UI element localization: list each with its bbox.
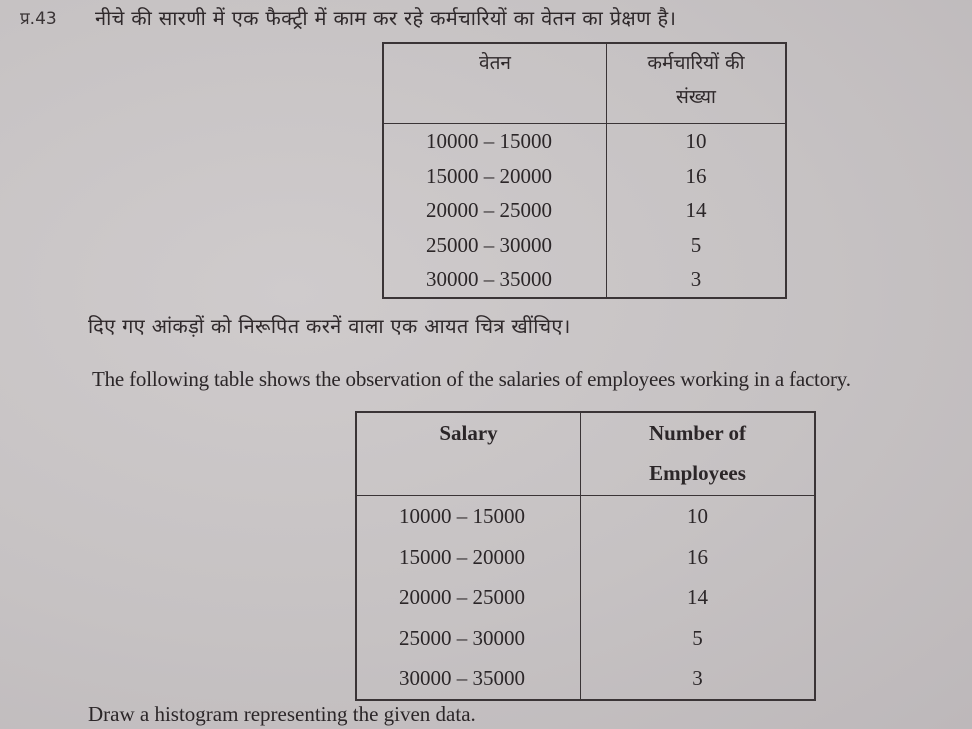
table-header-row xyxy=(383,43,786,124)
salary-range-cell: 15000 – 20000 xyxy=(356,537,581,578)
employee-count-cell: 3 xyxy=(692,666,703,691)
header-salary-hindi xyxy=(383,43,607,124)
header-line: कर्मचारियों की xyxy=(647,52,745,74)
employee-count-cell: 14 xyxy=(687,585,708,610)
table-row xyxy=(356,658,815,700)
table-row xyxy=(356,577,815,618)
employee-count-cell: 10 xyxy=(687,504,708,528)
header-line: Salary xyxy=(439,421,498,445)
hindi-question-statement: नीचे की सारणी में एक फैक्ट्री में काम कर रहे कर्मचारियों का वेतन का प्रेक्षण है। xyxy=(95,6,677,30)
salary-range-cell: 25000 – 30000 xyxy=(356,618,581,659)
employee-count-cell: 3 xyxy=(690,267,702,292)
salary-range-cell: 30000 – 35000 xyxy=(383,262,607,298)
hindi-instruction: दिए गए आंकड़ों को निरूपित करनें वाला एक आयत चित्र खींचिए। xyxy=(88,314,571,338)
employee-count-cell: 5 xyxy=(692,625,703,650)
salary-range-cell: 15000 – 20000 xyxy=(383,159,607,194)
table-header-row xyxy=(356,412,815,496)
header-line: संख्या xyxy=(676,86,716,108)
hindi-salary-table xyxy=(382,42,787,299)
table-row xyxy=(356,618,815,659)
salary-range-cell: 30000 – 35000 xyxy=(356,658,581,700)
table-row xyxy=(356,537,815,578)
question-number: प्र.43 xyxy=(20,9,57,29)
salary-range-cell: 20000 – 25000 xyxy=(383,193,607,228)
salary-range-cell: 20000 – 25000 xyxy=(356,577,581,618)
employee-count-cell: 14 xyxy=(685,198,707,223)
header-salary xyxy=(356,412,581,496)
table-row xyxy=(383,159,786,194)
employee-count-cell: 16 xyxy=(687,544,708,569)
english-question-statement: The following table shows the observation of the salaries of employees working in a factory. xyxy=(92,367,851,391)
header-line: वेतन xyxy=(479,52,511,74)
header-line: Employees xyxy=(649,461,746,485)
employee-count-cell: 5 xyxy=(690,232,702,257)
english-salary-table xyxy=(355,411,816,701)
table-row xyxy=(383,193,786,228)
header-number-of-employees xyxy=(581,412,816,496)
header-line: Number of xyxy=(648,421,747,445)
table-row xyxy=(383,228,786,263)
table-row xyxy=(383,124,786,159)
salary-range-cell: 25000 – 30000 xyxy=(383,228,607,263)
salary-range-cell: 10000 – 15000 xyxy=(383,124,607,159)
table-row xyxy=(383,262,786,298)
english-instruction: Draw a histogram representing the given data. xyxy=(88,702,476,726)
employee-count-cell: 10 xyxy=(685,129,707,153)
table-row xyxy=(356,496,815,537)
employee-count-cell: 16 xyxy=(685,163,707,188)
salary-range-cell: 10000 – 15000 xyxy=(356,496,581,537)
header-employees-hindi xyxy=(607,43,787,124)
